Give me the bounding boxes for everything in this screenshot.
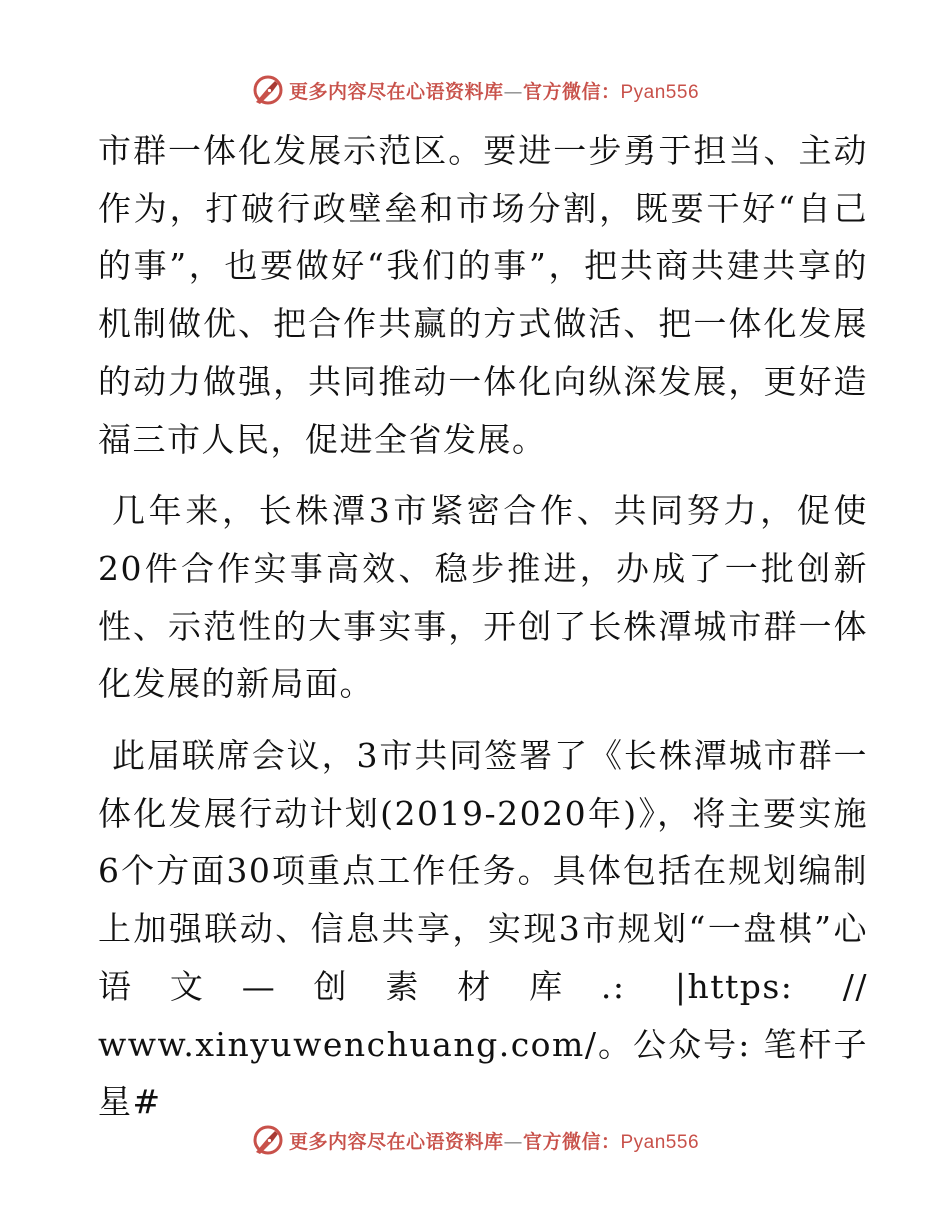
- header-wechat-label: 官方微信：: [522, 80, 621, 103]
- footer-wechat-label: 官方微信：: [522, 1130, 621, 1153]
- paragraph-3: 此届联席会议，3市共同签署了《长株潭城市群一体化发展行动计划(2019-2020年)》，将主要实施6个方面30项重点工作任务。具体包括在规划编制上加强联动、信息共享，实现3市规划“一盘棋”心语文—创素材库.: |https: // www.xinyuwenchuang.com/。公众号: 笔杆子星#: [98, 736, 868, 1122]
- header-separator: —: [503, 80, 523, 103]
- paragraph-1: 市群一体化发展示范区。要进一步勇于担当、主动作为，打破行政壁垒和市场分割，既要干好“自己的事”，也要做好“我们的事”，把共商共建共享的机制做优、把合作共赢的方式做活、把一体化发展的动力做强，共同推动一体化向纵深发展，更好造福三市人民，促进全省发展。: [98, 131, 868, 459]
- paragraph-2: 几年来，长株潭3市紧密合作、共同努力，促使20件合作实事高效、稳步推进，办成了一批创新性、示范性的大事实事，开创了长株潭城市群一体化发展的新局面。: [98, 491, 868, 704]
- document-body: [98, 122, 868, 1131]
- pen-nib-circle-logo-icon: [251, 73, 285, 107]
- header-wechat-id: Pyan556: [620, 81, 700, 103]
- header-banner-text: 更多内容尽在心语资料库: [288, 80, 504, 103]
- footer-wechat-id: Pyan556: [620, 1131, 700, 1153]
- footer-separator: —: [503, 1130, 523, 1153]
- pen-nib-circle-logo-icon: [251, 1123, 285, 1157]
- footer-banner: [0, 1120, 950, 1160]
- header-banner: [0, 70, 950, 110]
- footer-banner-text: 更多内容尽在心语资料库: [288, 1130, 504, 1153]
